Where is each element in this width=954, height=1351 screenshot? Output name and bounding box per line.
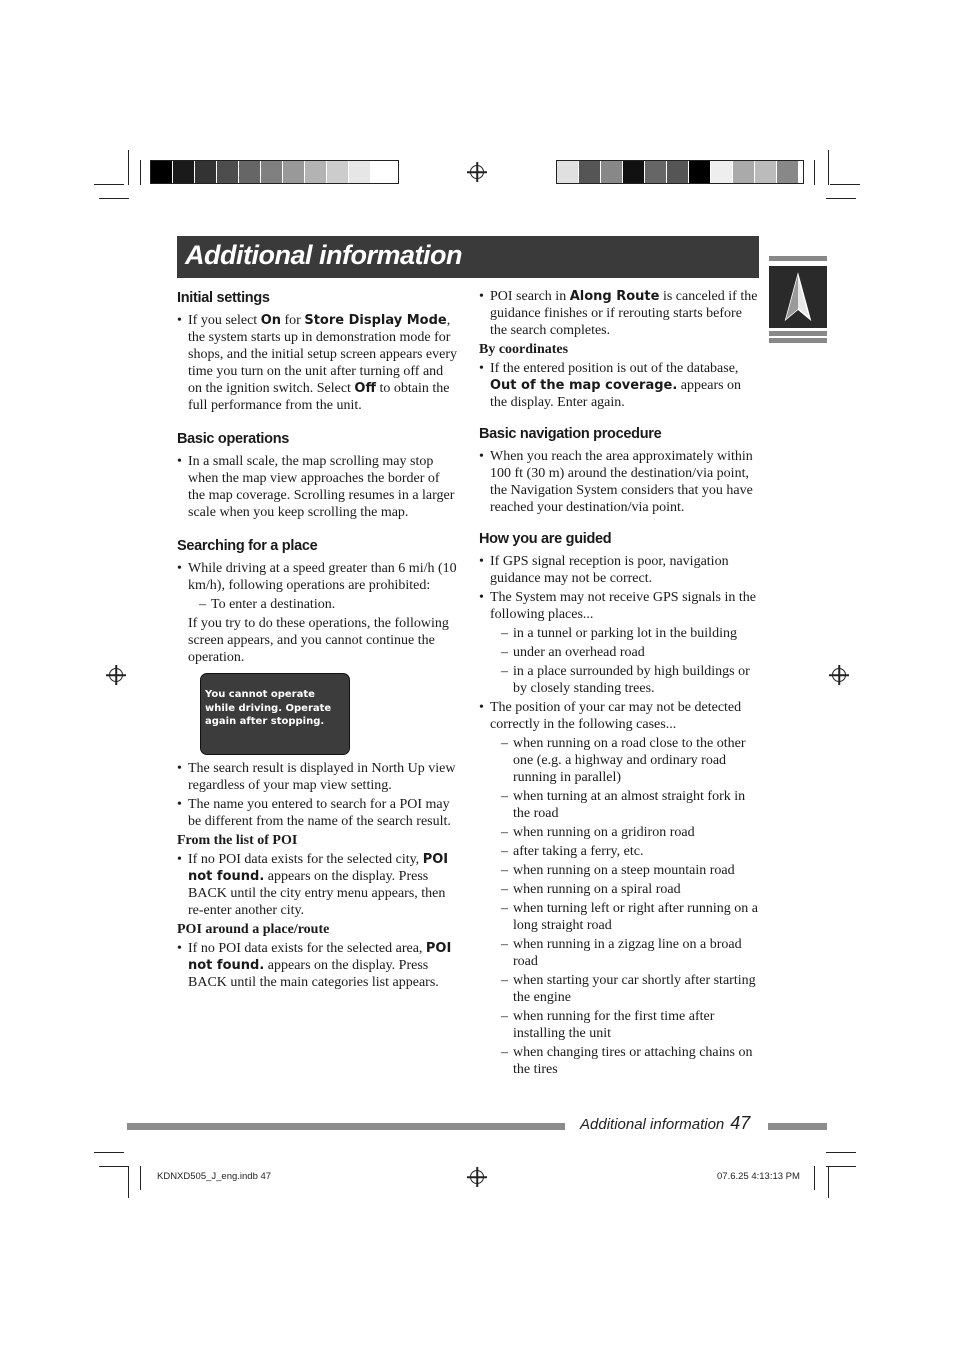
- color-swatch: [579, 161, 601, 183]
- ui-term: POI not found.: [188, 941, 452, 973]
- warning-screen: [200, 673, 350, 755]
- color-swatch: [349, 161, 371, 183]
- dash-item: – when running in a zigzag line on a broad road: [501, 937, 742, 969]
- dash-item: – when running on a gridiron road: [501, 825, 695, 840]
- crop-mark: [128, 150, 129, 185]
- dash-list-places: [479, 625, 761, 697]
- color-swatch: [689, 161, 711, 183]
- list-item: • The search result is displayed in North Up view regardless of your map view setting.: [177, 760, 459, 794]
- dash-item: – under an overhead road: [501, 645, 645, 660]
- color-swatch: [173, 161, 195, 183]
- text: when running for the first time after installing the unit: [513, 1009, 715, 1041]
- screen-message: You cannot operate while driving. Operate again after stopping.: [205, 689, 332, 727]
- text: when running on a spiral road: [513, 882, 681, 897]
- color-strip-left: [150, 160, 399, 184]
- dash-item: – when turning at an almost straight fork in the road: [501, 789, 746, 821]
- crop-mark: [826, 1152, 856, 1153]
- text: in a place surrounded by high buildings or by closely standing trees.: [513, 664, 750, 696]
- text: when changing tires or attaching chains on the tires: [513, 1045, 753, 1077]
- color-swatch: [733, 161, 755, 183]
- list-item: [177, 940, 459, 991]
- dash-item: – when starting your car shortly after starting the engine: [501, 973, 756, 1005]
- navigation-arrow-icon: [769, 266, 827, 328]
- text: after taking a ferry, etc.: [513, 844, 644, 859]
- color-swatch: [217, 161, 239, 183]
- dash-item: – when turning left or right after running on a long straight road: [501, 901, 758, 933]
- dash-item: – in a tunnel or parking lot in the building: [501, 626, 737, 641]
- subheading-by-coordinates: By coordinates: [479, 342, 569, 357]
- dash-item: – when changing tires or attaching chains on the tires: [501, 1045, 753, 1077]
- list-item: • The position of your car may not be detected correctly in the following cases...: [479, 699, 761, 733]
- list-item: • In a small scale, the map scrolling may stop when the map view approaches the border of the map coverage. Scrolling resumes in a larger scale when you keep scrolling the map.: [177, 453, 459, 521]
- ui-term: Along Route: [569, 289, 660, 304]
- heading-searching: Searching for a place: [177, 538, 318, 554]
- color-swatch: [151, 161, 173, 183]
- file-info: KDNXD505_J_eng.indb 47: [157, 1171, 272, 1182]
- ui-term: On: [260, 313, 282, 328]
- subheading-list-of-poi: From the list of POI: [177, 833, 298, 848]
- heading-how-guided: How you are guided: [479, 531, 612, 547]
- ui-term: Out of the map coverage.: [490, 378, 678, 393]
- page-title: Additional information: [185, 240, 462, 270]
- text: to obtain the full performance from the unit.: [188, 381, 450, 413]
- left-column-lower: [177, 760, 459, 993]
- ui-term: Store Display Mode: [304, 313, 447, 328]
- dash-item: – when running on a road close to the other one (e.g. a highway and ordinary road running in parallel): [501, 736, 746, 785]
- registration-mark-icon: [109, 668, 123, 682]
- text: If no POI data exists for the selected area,: [188, 941, 426, 956]
- color-swatch: [601, 161, 623, 183]
- dash-list-cases: [479, 735, 761, 1078]
- color-swatch: [261, 161, 283, 183]
- text: appears on the display. Press BACK until the city entry menu appears, then re-enter another city.: [188, 869, 446, 918]
- side-tab-lines-bottom: [769, 331, 827, 345]
- list-item: • The System may not receive GPS signals in the following places...: [479, 589, 761, 623]
- paragraph: If you try to do these operations, the following screen appears, and you cannot continue the operation.: [188, 616, 449, 665]
- right-column: [479, 288, 761, 1080]
- crop-mark: [826, 1166, 856, 1167]
- dash-item: – in a place surrounded by high buildings or by closely standing trees.: [501, 664, 750, 696]
- text: when running on a gridiron road: [513, 825, 695, 840]
- text: under an overhead road: [513, 645, 645, 660]
- crop-mark: [828, 150, 829, 185]
- list-item: • When you reach the area approximately within 100 ft (30 m) around the destination/via point, the Navigation System considers that you have reached your destination/via point.: [479, 448, 761, 516]
- text: If the entered position is out of the database,: [490, 361, 739, 376]
- text: in a tunnel or parking lot in the building: [513, 626, 737, 641]
- text: when turning left or right after running on a long straight road: [513, 901, 758, 933]
- footer-section: Additional information: [580, 1116, 725, 1133]
- footer-bar-left: [127, 1123, 565, 1130]
- color-swatch: [283, 161, 305, 183]
- registration-mark-icon: [832, 668, 846, 682]
- color-swatch: [305, 161, 327, 183]
- text: If no POI data exists for the selected city,: [188, 852, 423, 867]
- crop-mark: [94, 1152, 124, 1153]
- text: POI search in: [490, 289, 570, 304]
- color-swatch: [623, 161, 645, 183]
- color-swatch: [755, 161, 777, 183]
- color-swatch: [667, 161, 689, 183]
- color-strip-right: [556, 160, 804, 184]
- text: when running on a road close to the other one (e.g. a highway and ordinary road running in parallel): [513, 736, 746, 785]
- print-date: 07.6.25 4:13:13 PM: [717, 1171, 800, 1182]
- text: appears on the display. Press BACK until the main categories list appears.: [188, 958, 439, 990]
- list-item: [177, 312, 459, 414]
- crop-mark: [830, 184, 860, 185]
- crop-mark: [826, 198, 856, 199]
- color-swatch: [327, 161, 349, 183]
- side-tab-lines-top: [769, 256, 827, 263]
- color-swatch: [645, 161, 667, 183]
- ui-term: POI not found.: [188, 852, 449, 884]
- text: when running in a zigzag line on a broad road: [513, 937, 742, 969]
- dash-item: – when running on a spiral road: [501, 882, 681, 897]
- dash-item: – when running on a steep mountain road: [501, 863, 735, 878]
- text: when turning at an almost straight fork in the road: [513, 789, 746, 821]
- crop-mark: [94, 184, 124, 185]
- subheading-poi-around: POI around a place/route: [177, 922, 330, 937]
- list-item: [479, 360, 761, 411]
- crop-mark: [140, 160, 141, 185]
- dash-item: – after taking a ferry, etc.: [501, 844, 644, 859]
- text: for: [281, 313, 305, 328]
- text: If you select: [188, 313, 261, 328]
- crop-mark: [814, 160, 815, 185]
- crop-mark: [99, 1166, 129, 1167]
- text: when running on a steep mountain road: [513, 863, 735, 878]
- text: appears on the display. Enter again.: [490, 378, 742, 410]
- crop-mark: [140, 1166, 141, 1190]
- crop-mark: [128, 1166, 129, 1198]
- registration-mark-icon: [470, 1170, 484, 1184]
- color-swatch: [557, 161, 579, 183]
- list-item: • If GPS signal reception is poor, navigation guidance may not be correct.: [479, 553, 761, 587]
- footer-bar-right: [768, 1123, 827, 1130]
- nav-section-tab: [769, 266, 827, 328]
- registration-mark-icon: [470, 165, 484, 179]
- list-item: • While driving at a speed greater than 6 mi/h (10 km/h), following operations are prohibited:: [177, 560, 459, 594]
- text: , the system starts up in demonstration mode for shops, and the initial setup screen appears every time you turn on the unit after turning off and on the ignition switch. Select: [188, 313, 458, 396]
- color-swatch: [777, 161, 799, 183]
- text: To enter a destination.: [211, 597, 336, 612]
- crop-mark: [99, 198, 129, 199]
- footer-label: [580, 1113, 750, 1134]
- text: is canceled if the guidance finishes or if rerouting starts before the search completes.: [490, 289, 758, 338]
- left-column: [177, 290, 459, 668]
- color-swatch: [371, 161, 393, 183]
- heading-initial-settings: Initial settings: [177, 290, 270, 306]
- dash-item: – when running for the first time after installing the unit: [501, 1009, 715, 1041]
- list-item: [177, 851, 459, 919]
- crop-mark: [814, 1166, 815, 1190]
- color-swatch: [239, 161, 261, 183]
- heading-basic-operations: Basic operations: [177, 431, 290, 447]
- color-swatch: [195, 161, 217, 183]
- title-bar: [177, 236, 759, 278]
- text: when starting your car shortly after starting the engine: [513, 973, 756, 1005]
- dash-item: – To enter a destination.: [199, 597, 336, 612]
- page-number: 47: [730, 1113, 751, 1133]
- color-swatch: [711, 161, 733, 183]
- list-item: • The name you entered to search for a POI may be different from the name of the search result.: [177, 796, 459, 830]
- ui-term: Off: [354, 381, 377, 396]
- heading-basic-navigation: Basic navigation procedure: [479, 426, 662, 442]
- crop-mark: [828, 1166, 829, 1198]
- list-item: [479, 288, 761, 339]
